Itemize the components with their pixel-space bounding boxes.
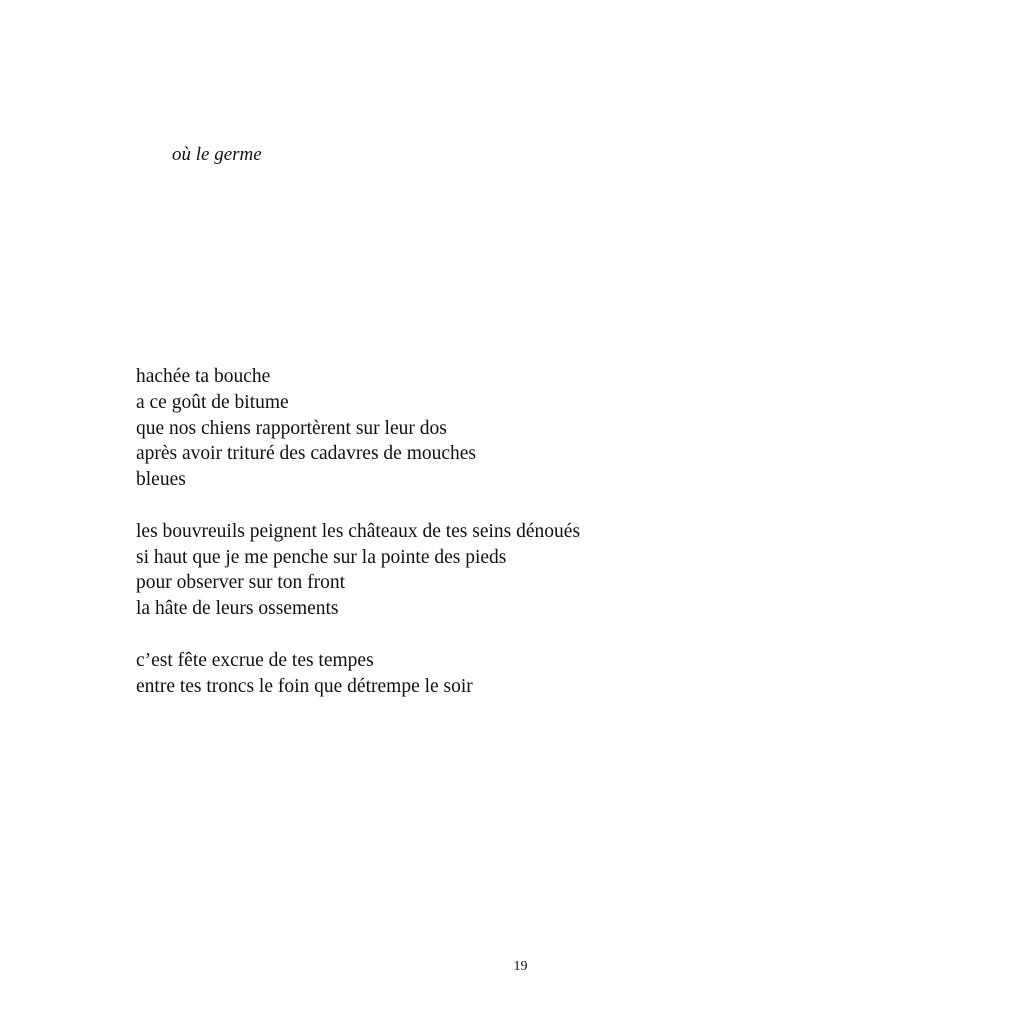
poem-line: pour observer sur ton front [136, 572, 346, 594]
stanza-1 [136, 364, 896, 493]
poem-line: si haut que je me penche sur la pointe des pieds [136, 546, 507, 568]
poem-line: bleues [136, 469, 186, 491]
poem-line: a ce goût de bitume [136, 391, 289, 413]
poem-line: les bouvreuils peignent les châteaux de tes seins dénoués [136, 520, 581, 542]
section-title: où le germe [172, 144, 262, 165]
page-number: 19 [513, 959, 528, 974]
poem-line: hachée ta bouche [136, 366, 271, 387]
poem-line: entre tes troncs le foin que détrempe le soir [136, 675, 473, 697]
stanza-2 [136, 519, 896, 622]
poem-body [136, 364, 896, 699]
poem-line: après avoir trituré des cadavres de mouches [136, 443, 477, 465]
poem-line: la hâte de leurs ossements [136, 598, 339, 620]
stanza-3 [136, 648, 896, 700]
poem-line: que nos chiens rapportèrent sur leur dos [136, 417, 447, 439]
poem-line: c’est fête excrue de tes tempes [136, 649, 374, 671]
